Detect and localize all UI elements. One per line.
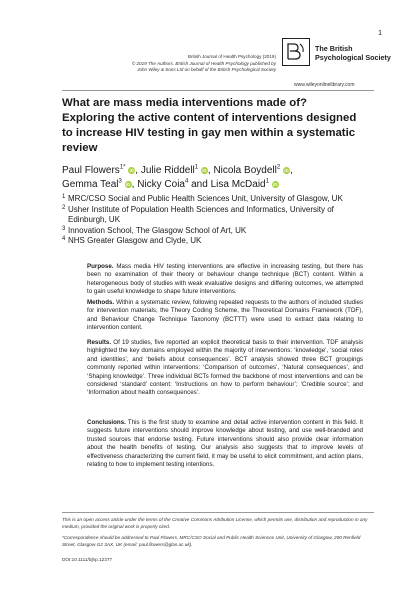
author-affiliation-marker: 3 xyxy=(118,178,122,185)
bps-logo-icon xyxy=(282,38,310,66)
abstract-conclusions xyxy=(87,419,363,469)
orcid-icon[interactable]: iD xyxy=(202,168,207,173)
author-affiliation-marker: 1 xyxy=(265,178,269,185)
orcid-icon[interactable]: iD xyxy=(273,182,278,187)
correspondence-note: *Correspondence should be addressed to Paul Flowers, MRC/CSO Social and Public Health Sciences Unit, University of Glasgow, 200 Renfield Street, Glasgow G2 3AX, UK (email: paul.flowers@glas.ac.uk). xyxy=(62,535,361,547)
methods-text: Within a systematic review, following repeated requests to the authors of included studies for intervention materials, the Theory Coding Scheme, the Theoretical Domains Framework (TDF), and Behaviour Change Technique Taxonomy (BCTTT) were used to extract data relating to intervention content. xyxy=(87,299,363,332)
abstract-results xyxy=(87,339,363,398)
author-name: Nicky Coia xyxy=(137,179,185,190)
author-affiliation-marker: 4 xyxy=(185,178,189,185)
conclusions-label: Conclusions. xyxy=(87,419,126,426)
author-affiliation-marker: 1* xyxy=(119,164,126,171)
society-name-line-1: The British xyxy=(315,44,353,53)
society-name xyxy=(315,44,391,62)
author-list: Paul Flowers$^{1*}$ iD, Julie Riddell$^1$ iD, Nicola Boydell$^2$ iD, Gemma Teal$^3$ iD, Nicky Coia$^4$ and Lisa McDaid$^1$ iD xyxy=(62,164,293,190)
doi-link[interactable]: DOI:10.1111/bjhp.12377 xyxy=(62,557,113,562)
purpose-label: Purpose. xyxy=(87,263,114,270)
results-label: Results. xyxy=(87,339,112,346)
affiliation-item: 3 Innovation School, The Glasgow School of Art, UK xyxy=(62,225,247,235)
orcid-icon[interactable]: iD xyxy=(284,168,289,173)
header-divider xyxy=(62,90,374,91)
copyright-line-2: John Wiley & Sons Ltd on behalf of the British Psychological Society xyxy=(137,67,276,73)
results-text: Of 19 studies, five reported an explicit theoretical basis to their intervention. TDF analysis highlighted the key domains employed within the majority of interventions: ‘knowledge’, ‘social roles and identities’, and ‘beliefs about consequences’. BCT analysis showed three BCT groupings commonly reported within interventions: ‘Comparison of outcomes’, ‘Natural consequences’, and ‘Shaping knowledge’. Three individual BCTs formed the backbone of most interventions and can be considered ‘standard’ content: ‘Instructions on how to perform behaviour’; ‘Credible source’; and ‘Information about health consequences’. xyxy=(87,339,363,397)
affiliation-list xyxy=(62,194,374,247)
conclusions-text: This is the first study to examine and detail active intervention content in this field. It suggests future interventions should improve knowledge about testing, and use well-branded and trusted sources that endorse testing. Future interventions should also provide clear information about the health benefits of testing. Our analysis also suggests that to improve levels of effectiveness characterizing the current field, it may be useful to elicit commitment, and action plans, relating to how to implement testing intentions. xyxy=(87,419,363,469)
orcid-icon[interactable]: iD xyxy=(125,182,131,187)
methods-label: Methods. xyxy=(87,299,115,306)
journal-name: British Journal of Health Psychology (2019) xyxy=(187,54,276,59)
bps-logo-mark-icon xyxy=(283,39,308,64)
footer-divider xyxy=(62,512,374,513)
purpose-text: Mass media HIV testing interventions are effective in increasing testing, but there has been no examination of their theory or behaviour change technique (BCT) content. Within a heterogeneous body of studies with weak evaluative designs and differing outcomes, we attempted to gain useful knowledge to shape future interventions. xyxy=(87,263,363,296)
website-link[interactable]: www.wileyonlinelibrary.com xyxy=(294,82,355,88)
page-number: 1 xyxy=(378,30,382,37)
society-name-line-2: Psychological Society xyxy=(315,53,391,62)
orcid-icon[interactable]: iD xyxy=(129,168,135,173)
author-name: Nicola Boydell xyxy=(213,165,277,176)
affiliation-item: 2 Usher Institute of Population Health Sciences and Informatics, University of Edinburgh, UK xyxy=(62,204,334,224)
author-affiliation-marker: 1 xyxy=(194,164,199,171)
affiliation-item: 1 MRC/CSO Social and Public Health Sciences Unit, University of Glasgow, UK xyxy=(62,194,343,203)
affiliation-item: 4 NHS Greater Glasgow and Clyde, UK xyxy=(62,236,202,245)
author-name: Gemma Teal xyxy=(62,179,119,190)
article-title: What are mass media interventions made of? Exploring the active content of interventions designed to increase HIV testing in gay men within a systematic review xyxy=(62,97,357,154)
author-name: Paul Flowers xyxy=(62,165,120,176)
journal-info xyxy=(118,54,276,74)
abstract-methods xyxy=(87,299,363,333)
author-affiliation-marker: 2 xyxy=(276,164,281,171)
author-name: Julie Riddell xyxy=(140,165,195,176)
abstract-purpose xyxy=(87,263,363,297)
copyright-line-1: © 2019 The Authors. British Journal of Health Psychology published by xyxy=(131,60,276,66)
open-access-note: This is an open access article under the terms of the Creative Commons Attribution License, which permits use, distribution and reproduction in any medium, provided the original work is properly cited. xyxy=(62,517,368,529)
author-name: Lisa McDaid xyxy=(210,179,266,190)
